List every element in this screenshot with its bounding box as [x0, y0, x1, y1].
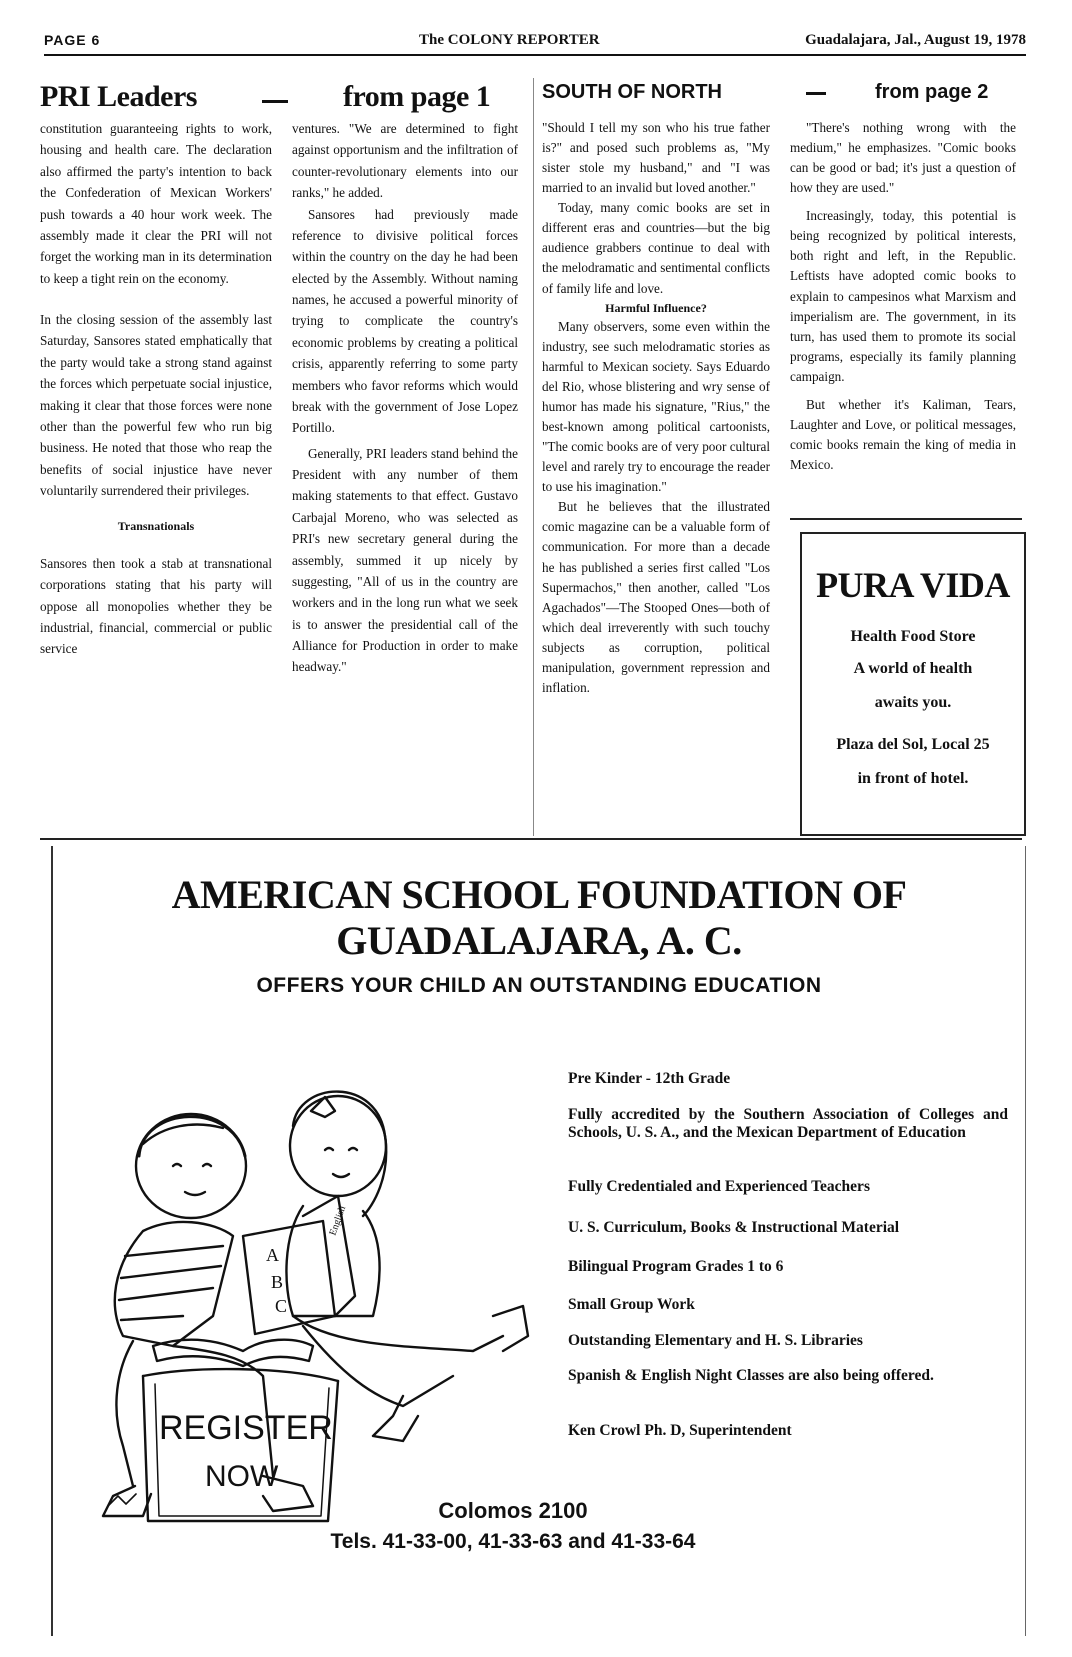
book-letter: A	[266, 1245, 279, 1265]
register-sign-text: REGISTER	[159, 1409, 333, 1447]
feature-item: Pre Kinder - 12th Grade	[568, 1070, 731, 1087]
feature-item: Outstanding Elementary and H. S. Libraries	[568, 1332, 863, 1349]
ad-title-line-2: GUADALAJARA, A. C.	[336, 918, 742, 963]
masthead	[44, 28, 1026, 56]
school-address: Colomos 2100	[438, 1498, 588, 1523]
page-number: PAGE 6	[44, 32, 101, 48]
book-cover-text: English	[327, 1204, 349, 1238]
paragraph: ventures. "We are determined to fight against opportunism and the infiltration of counter-revolutionary elements into our ranks," he added.	[292, 121, 518, 201]
paragraph: But he believes that the illustrated comic magazine can be a valuable form of communication. For more than a decade he has published a series first called "Los Supermachos," then another, called "Los Agachados"—The Stooped Ones—both of which deal irreverently with such touchy subjects as corruption, political manipulation, government repression and inflation.	[542, 499, 770, 695]
south-column-2	[790, 118, 1016, 475]
paragraph: Generally, PRI leaders stand behind the President with any number of them making statements to that effect. Gustavo Carbajal Moreno, who was selected as PRI's new secretary general during the assembly, summed it up nicely by suggesting, "All of us in the country are workers and in the long run what we seek is to answer the presidential call of the Alliance for Production in order to make headway."	[292, 445, 518, 675]
feature-item: U. S. Curriculum, Books & Instructional Material	[568, 1219, 900, 1236]
paragraph: In the closing session of the assembly last Saturday, Sansores stated emphatically that the party would take a strong stand against the forces which perpetuate social injustice, making it clear that those forces were none other than the powerful few who run big business. He noted that those who reap the benefits of social injustice have never voluntarily surrendered their privileges.	[40, 312, 272, 498]
book-letter: B	[271, 1272, 284, 1292]
feature-item: Small Group Work	[568, 1296, 695, 1313]
book-letter: C	[275, 1296, 288, 1316]
paragraph: Today, many comic books are set in different eras and countries—but the big audience grabbers continue to deal with the melodramatic and sentimental conflicts of family life and love.	[542, 200, 770, 296]
section-divider	[40, 838, 1022, 840]
children-reading-illustration	[73, 1016, 543, 1536]
pura-vida-line: in front of hotel.	[857, 770, 969, 787]
south-column-1	[542, 118, 770, 698]
pura-vida-line: Plaza del Sol, Local 25	[836, 736, 990, 753]
feature-item: Fully accredited by the Southern Association of Colleges and Schools, U. S. A., and the Mexican Department of Education	[568, 1106, 1008, 1141]
pri-column-1	[40, 118, 272, 660]
ad-title-line-1: AMERICAN SCHOOL FOUNDATION OF	[171, 872, 907, 917]
pura-vida-line: A world of health	[853, 660, 973, 677]
pri-jump-label: from page 1	[343, 80, 491, 113]
paragraph: Increasingly, today, this potential is being recognized by political interests, both right and left, in the Republic. Leftists have adopted comic books to explain to campesinos what Marxism and imperialism are. The government, in its turn, has used them to promote its social programs, especially its family planning campaign.	[790, 208, 1016, 384]
column-divider	[533, 78, 534, 836]
paragraph: "Should I tell my son who his true father is?" and posed such problems as, "My sister stole my husband," and "I was married to an invalid but loved another."	[542, 120, 770, 196]
paragraph: Sansores then took a stab at transnational corporations stating that his party will oppose all monopolies whether they be industrial, financial, commercial or public service	[40, 555, 272, 657]
pura-vida-line: awaits you.	[874, 694, 952, 711]
south-jump-label: from page 2	[875, 81, 989, 103]
paragraph: Sansores had previously made reference to divisive political forces within the country on the day he had been elected by the Assembly. Without naming names, he accused a powerful minority of trying to complicate the country's economic problems by creating a political crisis, apparently referring to some party members who favor reforms which would break with the government of Jose Lopez Portillo.	[292, 206, 518, 436]
pura-vida-name: PURA VIDA	[816, 565, 1010, 605]
section-divider	[790, 518, 1022, 520]
headline-dash	[806, 92, 826, 95]
paragraph: constitution guaranteeing rights to work, housing and health care. The declaration also affirmed the party's intention to back the Confederation of Mexican Workers' push towards a 40 hour work week. The assembly made it clear the PRI will not forget the working man in its determination to keep a tight rein on the economy.	[40, 121, 272, 286]
feature-item: Bilingual Program Grades 1 to 6	[568, 1258, 784, 1275]
newspaper-name: The COLONY REPORTER	[419, 32, 600, 48]
south-headline: SOUTH OF NORTH	[542, 81, 722, 103]
superintendent: Ken Crowl Ph. D, Superintendent	[568, 1422, 792, 1439]
paragraph: "There's nothing wrong with the medium," he emphasizes. "Comic books can be good or bad; it's just a question of how they are used."	[790, 120, 1016, 196]
headline-dash	[262, 100, 288, 103]
subheading: Harmful Influence?	[605, 300, 707, 315]
school-phones: Tels. 41-33-00, 41-33-63 and 41-33-64	[330, 1530, 696, 1553]
school-ad	[51, 846, 1026, 1636]
pura-vida-line: Health Food Store	[850, 628, 976, 645]
feature-item: Spanish & English Night Classes are also being offered.	[568, 1367, 934, 1384]
paragraph: Many observers, some even within the industry, see such melodramatic stories as harmful to Mexican society. Says Eduardo del Rio, whose blistering and wry sense of humor has made his signature, "Rius," the best-known among political cartoonists, "The comic books are of very poor cultural level and rarely try to encourage the reader to use his imagination."	[542, 318, 770, 495]
pri-column-2	[292, 118, 518, 678]
subheading: Transnationals	[117, 519, 195, 534]
pura-vida-ad	[800, 532, 1026, 836]
paragraph: But whether it's Kaliman, Tears, Laughter and Love, or political messages, comic books remain the king of media in Mexico.	[790, 396, 1016, 472]
feature-item: Fully Credentialed and Experienced Teachers	[568, 1178, 870, 1195]
ad-subtitle: OFFERS YOUR CHILD AN OUTSTANDING EDUCATION	[256, 974, 822, 997]
pri-headline: PRI Leaders	[40, 80, 197, 113]
girl-head-icon	[290, 1096, 386, 1196]
dateline: Guadalajara, Jal., August 19, 1978	[805, 32, 1026, 48]
now-sign-text: NOW	[205, 1460, 279, 1493]
